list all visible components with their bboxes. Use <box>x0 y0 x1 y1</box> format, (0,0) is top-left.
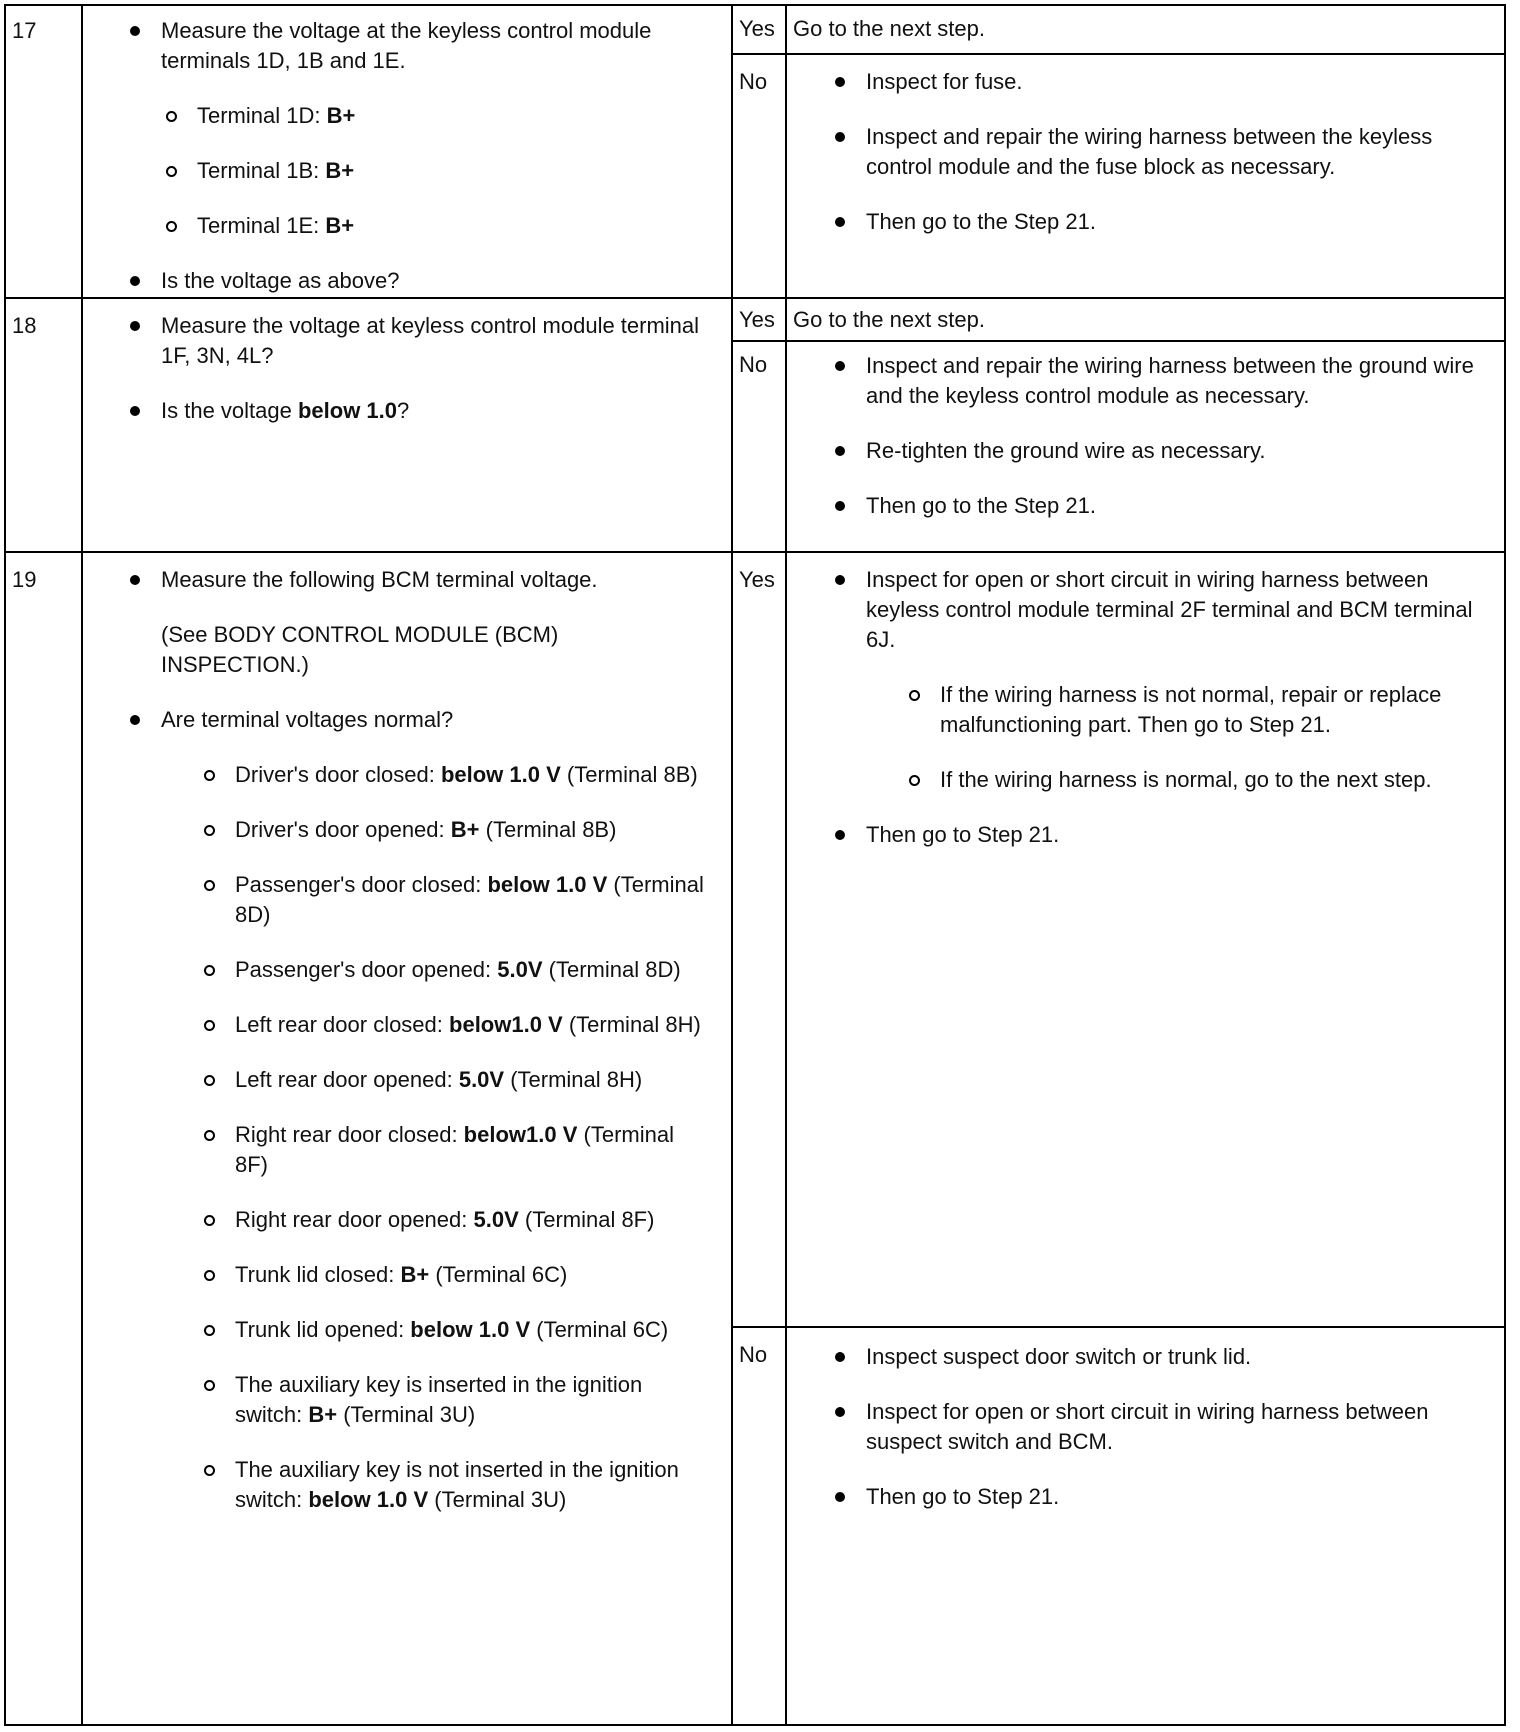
list-item: Left rear door closed: below1.0 V (Terminal 8H) <box>199 1010 711 1040</box>
list-item: Passenger's door closed: below 1.0 V (Terminal 8D) <box>199 870 711 930</box>
yes-action <box>787 553 1504 1326</box>
list-item: Is the voltage as above? <box>125 266 721 296</box>
question-cell <box>83 299 731 551</box>
table-border-right <box>1504 4 1506 1726</box>
yes-label: Yes <box>739 16 775 41</box>
list-item: Trunk lid closed: B+ (Terminal 6C) <box>199 1260 711 1290</box>
list-item: The auxiliary key is not inserted in the ignition switch: below 1.0 V (Terminal 3U) <box>199 1455 711 1515</box>
list-item: If the wiring harness is normal, go to the next step. <box>904 765 1474 795</box>
table-border-bottom <box>4 1724 1506 1726</box>
step-number: 19 <box>12 567 37 592</box>
list-item: Inspect and repair the wiring harness between the ground wire and the keyless control module as necessary. <box>830 351 1474 411</box>
yes-action: Go to the next step. <box>793 307 986 332</box>
no-label: No <box>739 1342 768 1367</box>
list-item: Trunk lid opened: below 1.0 V (Terminal 6C) <box>199 1315 711 1345</box>
list-item: If the wiring harness is not normal, repair or replace malfunctioning part. Then go to Step 21. <box>904 680 1474 740</box>
list-item: Inspect and repair the wiring harness between the keyless control module and the fuse block as necessary. <box>830 122 1474 182</box>
question-cell <box>83 553 731 1724</box>
list-item: Is the voltage below 1.0? <box>125 396 721 426</box>
list-item: Then go to the Step 21. <box>830 491 1474 521</box>
reference-note: (See BODY CONTROL MODULE (BCM) INSPECTION.) <box>161 622 559 677</box>
list-item: Terminal 1D: B+ <box>161 101 721 131</box>
no-label: No <box>739 69 768 94</box>
list-item: Right rear door closed: below1.0 V (Terminal 8F) <box>199 1120 711 1180</box>
yes-label: Yes <box>739 307 775 332</box>
list-item: Driver's door opened: B+ (Terminal 8B) <box>199 815 711 845</box>
list-item: Terminal 1B: B+ <box>161 156 721 186</box>
list-item: Terminal 1E: B+ <box>161 211 721 241</box>
list-item: Right rear door opened: 5.0V (Terminal 8F) <box>199 1205 711 1235</box>
step-number: 17 <box>12 18 37 43</box>
question-cell <box>83 4 731 297</box>
list-item: Driver's door closed: below 1.0 V (Terminal 8B) <box>199 760 711 790</box>
list-item: Inspect for open or short circuit in wiring harness between suspect switch and BCM. <box>830 1397 1474 1457</box>
question-text: Measure the voltage at the keyless control module terminals 1D, 1B and 1E. <box>161 18 652 73</box>
list-item: Inspect for open or short circuit in wiring harness between keyless control module terminal 2F terminal and BCM terminal 6J. If the wiring harness is not normal, repair or replace malfunctioning part. Then go to Step 21. If the wiring harness is normal, go to the next step. <box>830 565 1474 795</box>
no-label: No <box>739 352 768 377</box>
list-item: Measure the following BCM terminal voltage. (See BODY CONTROL MODULE (BCM) INSPECTION.) <box>125 565 711 680</box>
list-item: Measure the voltage at keyless control module terminal 1F, 3N, 4L? <box>125 311 721 371</box>
list-item: Then go to the Step 21. <box>830 207 1474 237</box>
list-item: Inspect for fuse. <box>830 67 1474 97</box>
no-action <box>787 1328 1504 1724</box>
yes-action: Go to the next step. <box>793 16 986 41</box>
list-item: Left rear door opened: 5.0V (Terminal 8H) <box>199 1065 711 1095</box>
list-item <box>125 16 721 241</box>
list-item: Then go to Step 21. <box>830 1482 1474 1512</box>
no-action <box>787 55 1504 297</box>
list-item: Inspect suspect door switch or trunk lid. <box>830 1342 1474 1372</box>
step-number: 18 <box>12 313 37 338</box>
list-item: The auxiliary key is inserted in the ignition switch: B+ (Terminal 3U) <box>199 1370 711 1430</box>
no-action <box>787 342 1504 551</box>
list-item: Re-tighten the ground wire as necessary. <box>830 436 1474 466</box>
yes-label: Yes <box>739 567 775 592</box>
list-item: Passenger's door opened: 5.0V (Terminal 8D) <box>199 955 711 985</box>
list-item: Then go to Step 21. <box>830 820 1474 850</box>
list-item: Are terminal voltages normal? Driver's door closed: below 1.0 V (Terminal 8B) Driver's door opened: B+ (Terminal 8B) Passenger's door closed: below 1.0 V (Terminal 8D) Passenger's door opened: 5.0V (Terminal 8D) Left rear door closed: below1.0 V (Terminal 8H) Left rear door opened: 5.0V (Terminal 8H) Right rear door closed: below1.0 V (Terminal 8F) Right rear door opened: 5.0V (Terminal 8F) Trunk lid closed: B+ (Terminal 6C) Trunk lid opened: below 1.0 V (Terminal 6C) The auxiliary key is inserted in the ignition switch: B+ (Terminal 3U) The auxiliary key is not inserted in the ignition switch: below 1.0 V (Terminal 3U) <box>125 705 711 1515</box>
